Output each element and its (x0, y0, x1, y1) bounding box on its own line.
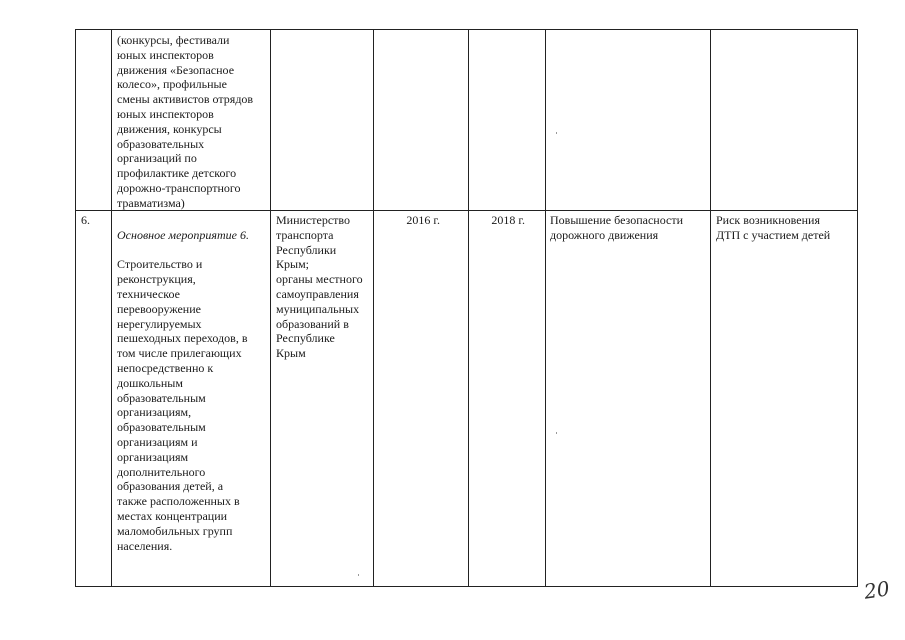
measure-text: Строительство и реконструкция, техническое перевооружение нерегулируемых пешеходных переходов, в том числе прилегающих непосредственно к дошкольным образовательным организациям, образовательным организациям и организациям дополнительного образования детей, а также расположенных в местах концентрации маломобильных групп населения. (117, 257, 248, 553)
result-cell: Повышение безопасности дорожного движения (550, 213, 684, 242)
measure-cell (117, 213, 269, 553)
start-year-cell: 2016 г. (406, 213, 440, 227)
executor-cell: Министерство транспорта Республики Крым; органы местного самоуправления муниципальных образований в Республике Крым (276, 213, 363, 361)
column-divider (111, 30, 112, 586)
measure-title: Основное мероприятие 6. (117, 227, 249, 242)
column-divider (545, 30, 546, 586)
column-divider (468, 30, 469, 586)
column-divider (710, 30, 711, 586)
end-year-cell: 2018 г. (491, 213, 525, 227)
scan-speck (556, 132, 557, 134)
page-number: 20 (862, 576, 891, 604)
risk-cell: Риск возникновения ДТП с участием детей (716, 213, 831, 242)
row-number: 6. (81, 213, 90, 227)
program-table (75, 29, 858, 587)
column-divider (270, 30, 271, 586)
column-divider (373, 30, 374, 586)
scan-speck (358, 574, 359, 576)
scan-speck (556, 432, 557, 434)
prev-row-description: (конкурсы, фестивали юных инспекторов движения «Безопасное колесо», профильные смены активистов отрядов юных инспекторов движения, конкурсы образовательных организаций по профилактике детского дорожно-транспортного травматизма) (117, 33, 254, 210)
